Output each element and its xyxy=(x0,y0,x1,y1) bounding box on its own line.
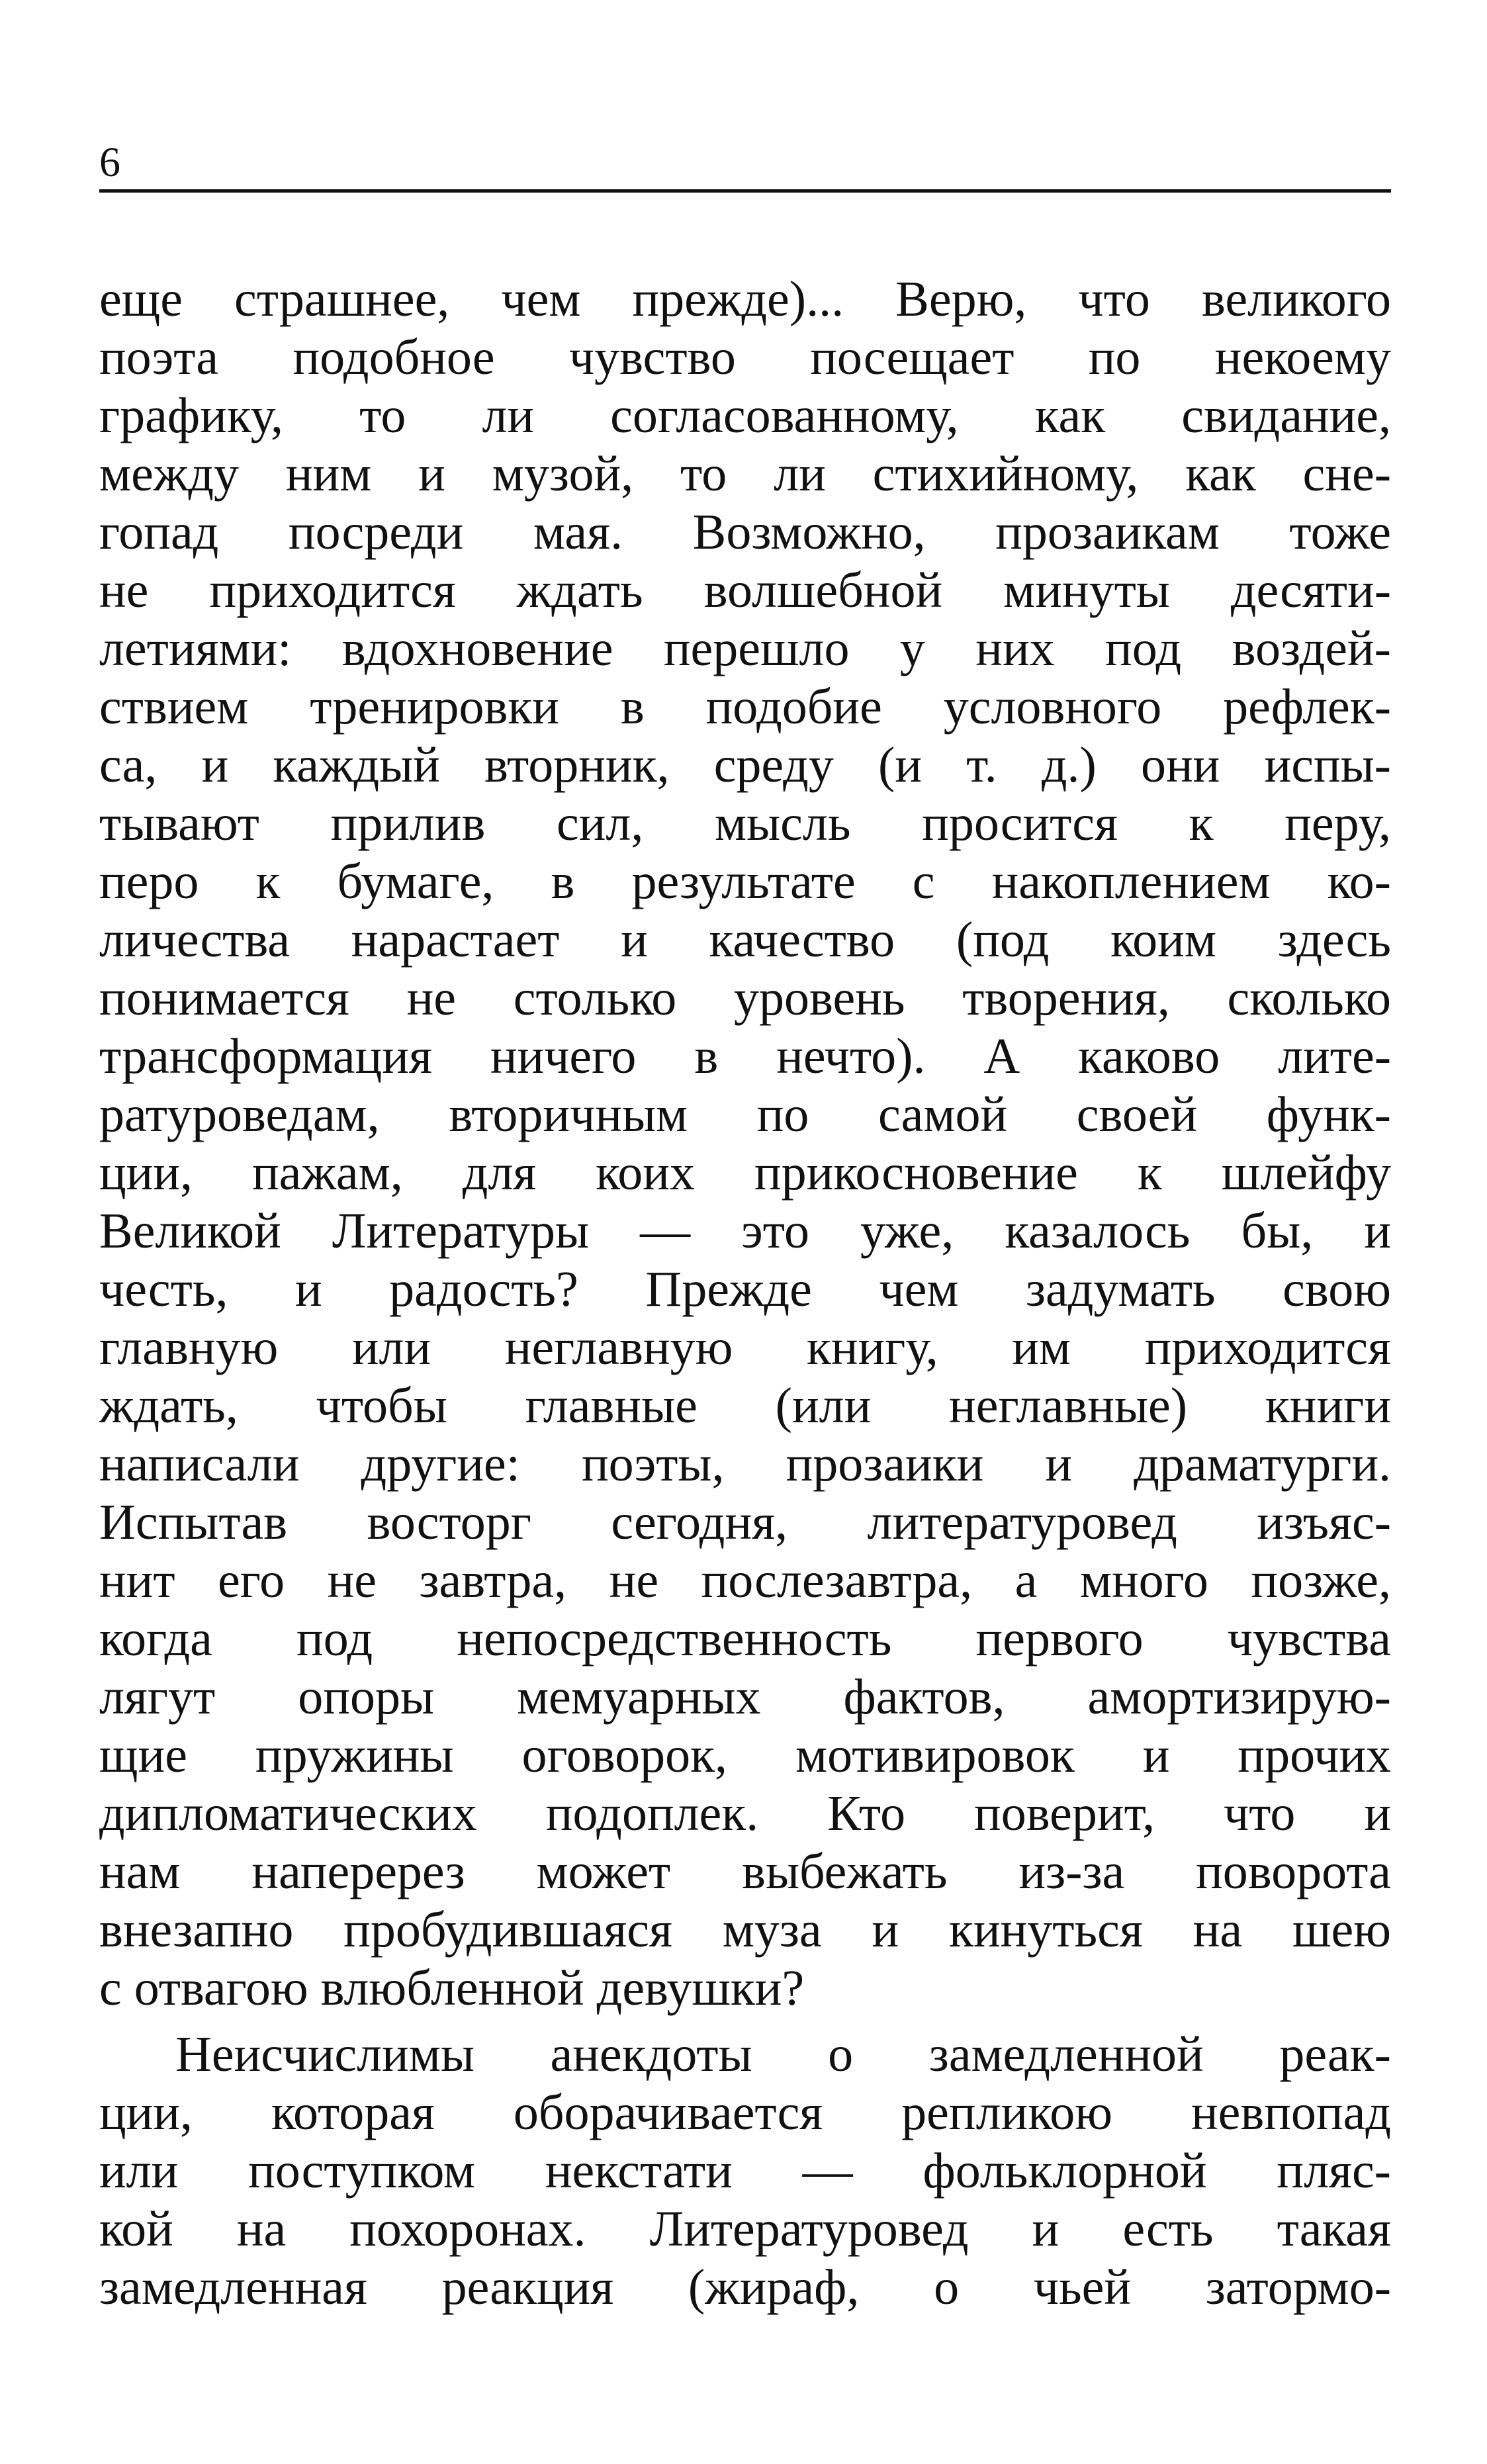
text-line: тывают прилив сил, мысль просится к перу, xyxy=(99,796,1391,851)
text-line: Неисчислимы анекдоты о замедленной реак- xyxy=(175,2027,1391,2082)
text-line: ции, пажам, для коих прикосновение к шлейфу xyxy=(99,1145,1391,1201)
text-line: понимается не столько уровень творения, сколько xyxy=(99,970,1391,1026)
text-line: главную или неглавную книгу, им приходится xyxy=(99,1320,1391,1375)
text-line: трансформация ничего в нечто). А каково лите- xyxy=(99,1028,1391,1084)
text-line: ствием тренировки в подобие условного рефлек- xyxy=(99,679,1391,735)
text-line: перо к бумаге, в результате с накоплением ко- xyxy=(99,854,1391,909)
paragraph xyxy=(99,270,1391,2017)
text-line: с отвагою влюбленной девушки? xyxy=(99,1960,805,2016)
paragraph-gap xyxy=(99,2017,1391,2025)
page-number: 6 xyxy=(99,138,120,185)
text-line: написали другие: поэты, прозаики и драматурги. xyxy=(99,1436,1391,1492)
text-line: графику, то ли согласованному, как свидание, xyxy=(99,388,1391,443)
text-line: когда под непосредственность первого чувства xyxy=(99,1611,1391,1666)
text-line: са, и каждый вторник, среду (и т. д.) они испы- xyxy=(99,737,1391,793)
text-line: между ним и музой, то ли стихийному, как сне- xyxy=(99,446,1391,502)
page-header xyxy=(99,136,1391,189)
text-line: ратуроведам, вторичным по самой своей функ- xyxy=(99,1087,1391,1142)
text-line: не приходится ждать волшебной минуты десяти- xyxy=(99,563,1391,618)
text-line: летиями: вдохновение перешло у них под воздей- xyxy=(99,621,1391,676)
text-line: гопад посреди мая. Возможно, прозаикам тоже xyxy=(99,504,1391,560)
text-line: кой на похоронах. Литературовед и есть такая xyxy=(99,2201,1391,2257)
text-line: внезапно пробудившаяся муза и кинуться на шею xyxy=(99,1902,1391,1958)
text-line: честь, и радость? Прежде чем задумать свою xyxy=(99,1261,1391,1317)
header-rule xyxy=(99,189,1391,193)
text-line: Испытав восторг сегодня, литературовед изъяс- xyxy=(99,1494,1391,1550)
text-line: еще страшнее, чем прежде)... Верю, что великого xyxy=(99,271,1391,327)
text-line: Великой Литературы — это уже, казалось бы, и xyxy=(99,1203,1391,1259)
text-line: нит его не завтра, не послезавтра, а много позже, xyxy=(99,1553,1391,1608)
text-line: или поступком некстати — фольклорной пляс- xyxy=(99,2143,1391,2199)
text-line: замедленная реакция (жираф, о чьей затормо- xyxy=(99,2259,1391,2315)
body-text xyxy=(99,270,1391,2316)
text-line: личества нарастает и качество (под коим здесь xyxy=(99,912,1391,968)
text-line: дипломатических подоплек. Кто поверит, что и xyxy=(99,1786,1391,1841)
text-line: поэта подобное чувство посещает по некоему xyxy=(99,330,1391,385)
paragraph xyxy=(99,2025,1391,2316)
text-line: нам наперерез может выбежать из-за поворота xyxy=(99,1844,1391,1899)
text-line: ции, которая оборачивается репликою невпопад xyxy=(99,2085,1391,2140)
text-line: щие пружины оговорок, мотивировок и прочих xyxy=(99,1727,1391,1783)
text-line: лягут опоры мемуарных фактов, амортизирую- xyxy=(99,1669,1391,1725)
text-line: ждать, чтобы главные (или неглавные) книги xyxy=(99,1378,1391,1434)
